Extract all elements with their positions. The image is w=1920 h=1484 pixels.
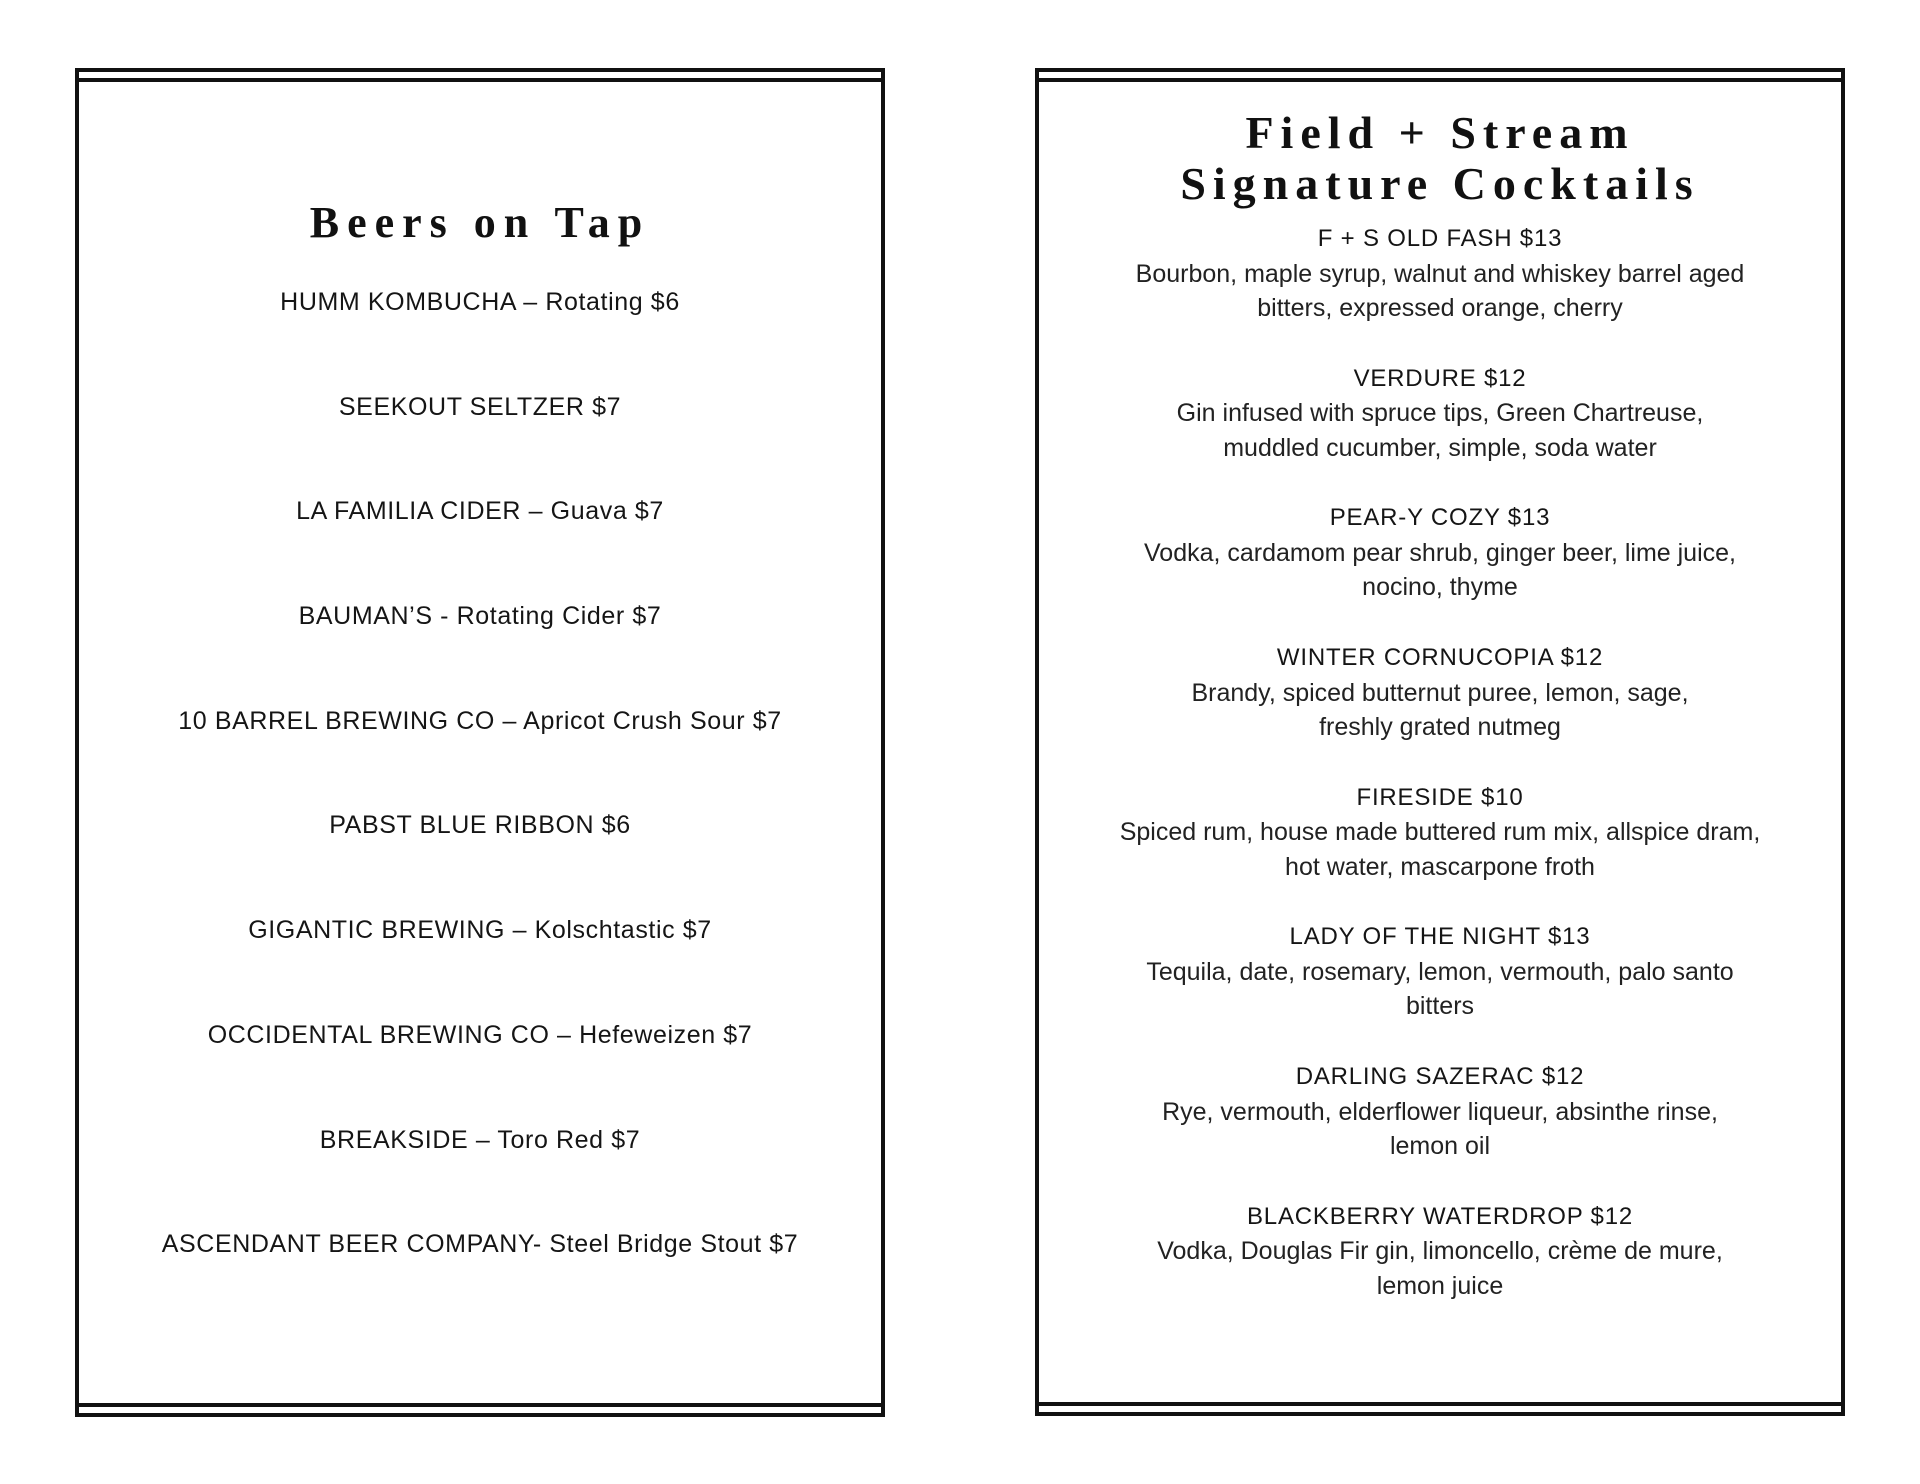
cocktail-description: Brandy, spiced butternut puree, lemon, sage, <box>1191 678 1689 707</box>
cocktail-description: Vodka, cardamom pear shrub, ginger beer, lime juice, <box>1144 538 1736 567</box>
cocktail-description: Bourbon, maple syrup, walnut and whiskey barrel aged <box>1135 259 1745 288</box>
cocktail-description: lemon juice <box>1376 1271 1504 1300</box>
top-border-inner <box>1035 78 1845 82</box>
beer-list <box>79 282 881 1329</box>
beer-item: LA FAMILIA CIDER – Guava $7 <box>296 497 664 526</box>
cocktail-item <box>1039 1200 1841 1340</box>
cocktail-description: Gin infused with spruce tips, Green Chartreuse, <box>1176 399 1704 428</box>
beer-item: SEEKOUT SELTZER $7 <box>338 392 622 421</box>
beer-item: HUMM KOMBUCHA – Rotating $6 <box>280 288 680 316</box>
bottom-border-outer <box>1035 1412 1845 1416</box>
bottom-border-inner <box>1035 1402 1845 1406</box>
cocktail-item <box>1039 641 1841 781</box>
cocktails-menu-panel <box>1035 68 1845 1416</box>
cocktail-description: bitters, expressed orange, cherry <box>1257 294 1623 322</box>
cocktail-name: WINTER CORNUCOPIA $12 <box>1276 644 1604 672</box>
cocktail-name: DARLING SAZERAC $12 <box>1295 1063 1585 1091</box>
beer-item: PABST BLUE RIBBON $6 <box>329 811 631 840</box>
cocktail-name: F + S OLD FASH $13 <box>1317 225 1563 252</box>
cocktail-list <box>1039 222 1841 1340</box>
bottom-border-outer <box>75 1413 885 1417</box>
cocktail-name: BLACKBERRY WATERDROP $12 <box>1247 1202 1633 1230</box>
beer-item: BAUMAN’S - Rotating Cider $7 <box>298 602 662 631</box>
cocktail-item <box>1039 501 1841 641</box>
cocktail-description: Vodka, Douglas Fir gin, limoncello, crème de mure, <box>1157 1237 1723 1266</box>
cocktail-description: freshly grated nutmeg <box>1319 713 1561 742</box>
cocktail-item <box>1039 781 1841 921</box>
cocktail-description: Tequila, date, rosemary, lemon, vermouth, palo santo <box>1146 957 1734 986</box>
cocktail-description: Spiced rum, house made buttered rum mix, allspice dram, <box>1119 818 1761 847</box>
cocktails-title-line2: Signature Cocktails <box>1180 157 1700 209</box>
cocktail-name: LADY OF THE NIGHT $13 <box>1289 923 1591 951</box>
cocktail-name: FIRESIDE $10 <box>1356 783 1524 811</box>
beer-item: GIGANTIC BREWING – Kolschtastic $7 <box>248 916 712 945</box>
beers-menu-panel <box>75 68 885 1417</box>
cocktail-name: VERDURE $12 <box>1353 364 1527 392</box>
beers-title: Beers on Tap <box>309 198 651 248</box>
beer-item: BREAKSIDE – Toro Red $7 <box>319 1125 641 1154</box>
cocktail-description: bitters <box>1405 992 1475 1021</box>
cocktail-description: nocino, thyme <box>1362 573 1518 602</box>
cocktail-item <box>1039 920 1841 1060</box>
beer-item: OCCIDENTAL BREWING CO – Hefeweizen $7 <box>207 1020 753 1049</box>
top-border-outer <box>1035 68 1845 72</box>
cocktail-item <box>1039 362 1841 502</box>
cocktail-description: hot water, mascarpone froth <box>1285 852 1595 881</box>
cocktail-item <box>1039 1060 1841 1200</box>
bottom-border-inner <box>75 1403 885 1407</box>
top-border-outer <box>75 68 885 72</box>
cocktail-description: Rye, vermouth, elderflower liqueur, absinthe rinse, <box>1162 1097 1718 1126</box>
beer-item: ASCENDANT BEER COMPANY- Steel Bridge Stout $7 <box>161 1230 799 1259</box>
cocktail-description: lemon oil <box>1389 1132 1491 1161</box>
cocktail-description: muddled cucumber, simple, soda water <box>1223 433 1657 462</box>
beer-item: 10 BARREL BREWING CO – Apricot Crush Sour $7 <box>178 706 782 735</box>
top-border-inner <box>75 78 885 82</box>
cocktail-name: PEAR-Y COZY $13 <box>1329 504 1551 532</box>
cocktail-item <box>1039 222 1841 362</box>
cocktails-title-line1: Field + Stream <box>1245 106 1635 158</box>
